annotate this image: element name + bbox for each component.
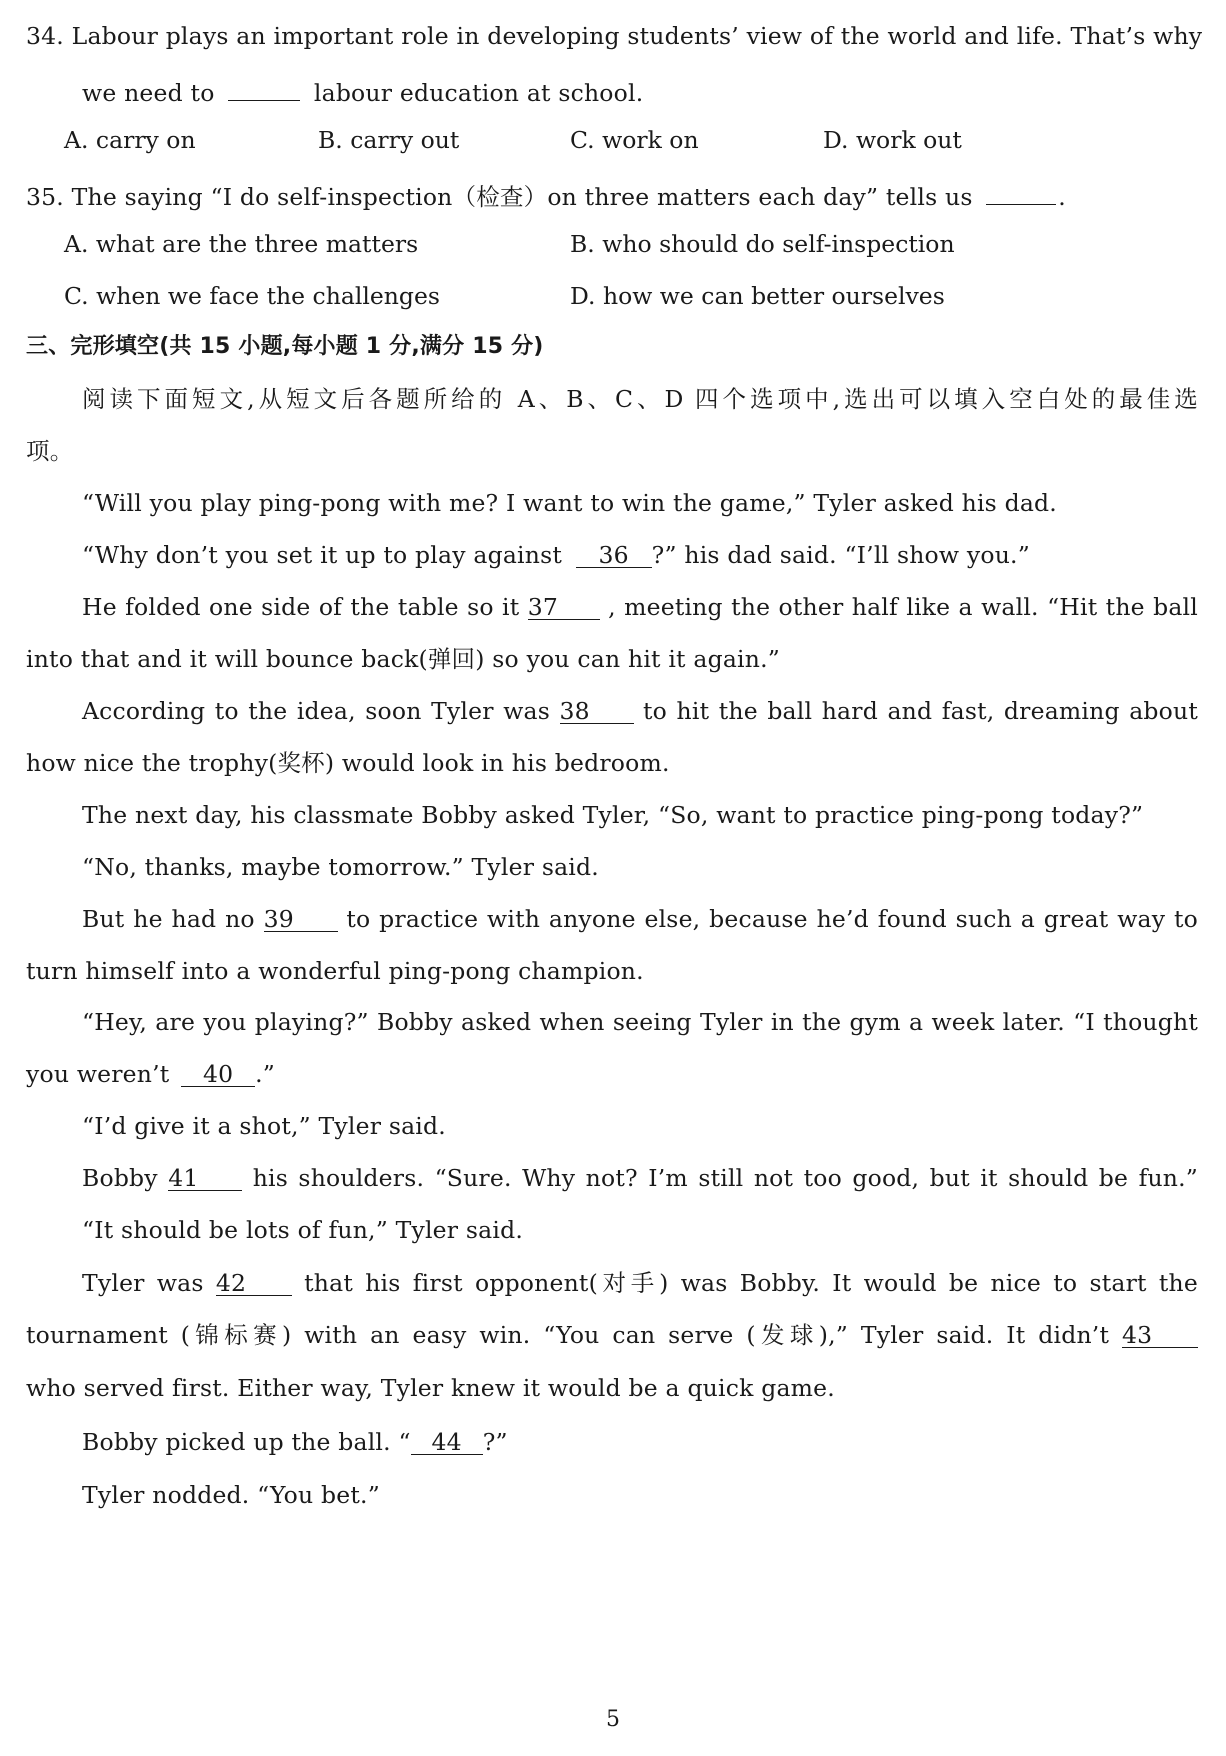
- text-run: tournament (锦标赛) with an easy win. “You can serve (发球),” Tyler said. It didn’t: [26, 1321, 1110, 1349]
- q34-stem-before: we need to: [82, 79, 215, 107]
- passage-paragraph: [82, 1160, 1198, 1196]
- q35-stem-after: .: [1058, 183, 1066, 211]
- passage-paragraph: [82, 693, 1198, 729]
- q35-option-d: D. how we can better ourselves: [570, 282, 945, 310]
- cloze-blank-38: 38: [560, 693, 634, 724]
- passage-paragraph: “Hey, are you playing?” Bobby asked when seeing Tyler in the gym a week later. “I thought: [82, 1008, 1198, 1036]
- q34-option-b: B. carry out: [318, 126, 460, 154]
- cloze-blank-44: 44: [411, 1424, 483, 1455]
- passage-paragraph: “Will you play ping-pong with me? I want to win the game,” Tyler asked his dad.: [82, 489, 1057, 517]
- section-instruction-line1: 阅读下面短文,从短文后各题所给的 A、B、C、D 四个选项中,选出可以填入空白处的最佳选: [82, 385, 1198, 413]
- text-run: , meeting the other half like a wall. “Hit the ball: [608, 593, 1198, 621]
- q34-blank: [228, 70, 300, 101]
- passage-paragraph: “It should be lots of fun,” Tyler said.: [82, 1216, 523, 1244]
- text-run: Bobby picked up the ball. “: [82, 1428, 411, 1456]
- passage-paragraph: [82, 1265, 1198, 1301]
- passage-paragraph: Tyler nodded. “You bet.”: [82, 1481, 380, 1509]
- q34-option-c: C. work on: [570, 126, 699, 154]
- passage-paragraph: [82, 537, 1198, 573]
- passage-paragraph-cont: [26, 1056, 1198, 1092]
- cloze-blank-36: 36: [576, 537, 652, 568]
- text-run: “Why don’t you set it up to play against: [82, 541, 562, 569]
- text-run: .”: [255, 1060, 276, 1088]
- text-run: to hit the ball hard and fast, dreaming about: [643, 697, 1198, 725]
- section-heading: 三、完形填空(共 15 小题,每小题 1 分,满分 15 分): [26, 334, 544, 359]
- q34-stem-line2: [82, 70, 1198, 111]
- q35-option-c: C. when we face the challenges: [64, 282, 440, 310]
- text-run: ?” his dad said. “I’ll show you.”: [651, 541, 1030, 569]
- cloze-blank-41: 41: [168, 1160, 242, 1191]
- cloze-blank-37: 37: [528, 589, 600, 620]
- q34-option-d: D. work out: [823, 126, 962, 154]
- passage-paragraph-cont: who served first. Either way, Tyler knew it would be a quick game.: [26, 1374, 835, 1402]
- cloze-blank-39: 39: [264, 901, 338, 932]
- cloze-blank-43: 43: [1122, 1317, 1198, 1348]
- passage-paragraph: [82, 901, 1198, 937]
- q35-stem-before: 35. The saying “I do self-inspection（检查）on three matters each day” tells us: [26, 183, 973, 211]
- passage-paragraph: [82, 1424, 1198, 1460]
- q34-option-a: A. carry on: [64, 126, 196, 154]
- q35-option-b: B. who should do self-inspection: [570, 230, 955, 258]
- text-run: According to the idea, soon Tyler was: [82, 697, 550, 725]
- text-run: to practice with anyone else, because he’d found such a great way to: [346, 905, 1199, 933]
- text-run: that his first opponent(对手) was Bobby. It would be nice to start the: [304, 1269, 1198, 1297]
- q35-stem: [26, 174, 1198, 215]
- text-run: Tyler was: [82, 1269, 204, 1297]
- page-number: 5: [606, 1707, 620, 1732]
- q34-stem-line1: 34. Labour plays an important role in developing students’ view of the world and life. That’s why: [26, 22, 1203, 50]
- q35-option-a: A. what are the three matters: [64, 230, 419, 258]
- passage-paragraph: “I’d give it a shot,” Tyler said.: [82, 1112, 446, 1140]
- passage-paragraph-cont: how nice the trophy(奖杯) would look in his bedroom.: [26, 749, 670, 777]
- cloze-blank-40: 40: [181, 1056, 255, 1087]
- passage-paragraph: “No, thanks, maybe tomorrow.” Tyler said.: [82, 853, 599, 881]
- passage-paragraph-cont: turn himself into a wonderful ping-pong champion.: [26, 957, 644, 985]
- passage-paragraph: The next day, his classmate Bobby asked Tyler, “So, want to practice ping-pong today?”: [82, 801, 1144, 829]
- text-run: He folded one side of the table so it: [82, 593, 520, 621]
- passage-paragraph-cont: [26, 1317, 1198, 1353]
- text-run: ?”: [482, 1428, 508, 1456]
- text-run: you weren’t: [26, 1060, 170, 1088]
- passage-paragraph-cont: into that and it will bounce back(弹回) so you can hit it again.”: [26, 645, 780, 673]
- text-run: But he had no: [82, 905, 255, 933]
- text-run: his shoulders. “Sure. Why not? I’m still not too good, but it should be fun.”: [252, 1164, 1199, 1192]
- section-instruction-line2: 项。: [26, 437, 74, 465]
- text-run: Bobby: [82, 1164, 158, 1192]
- passage-paragraph: [82, 589, 1198, 625]
- q35-blank: [986, 174, 1056, 205]
- cloze-blank-42: 42: [216, 1265, 292, 1296]
- q34-stem-after: labour education at school.: [313, 79, 644, 107]
